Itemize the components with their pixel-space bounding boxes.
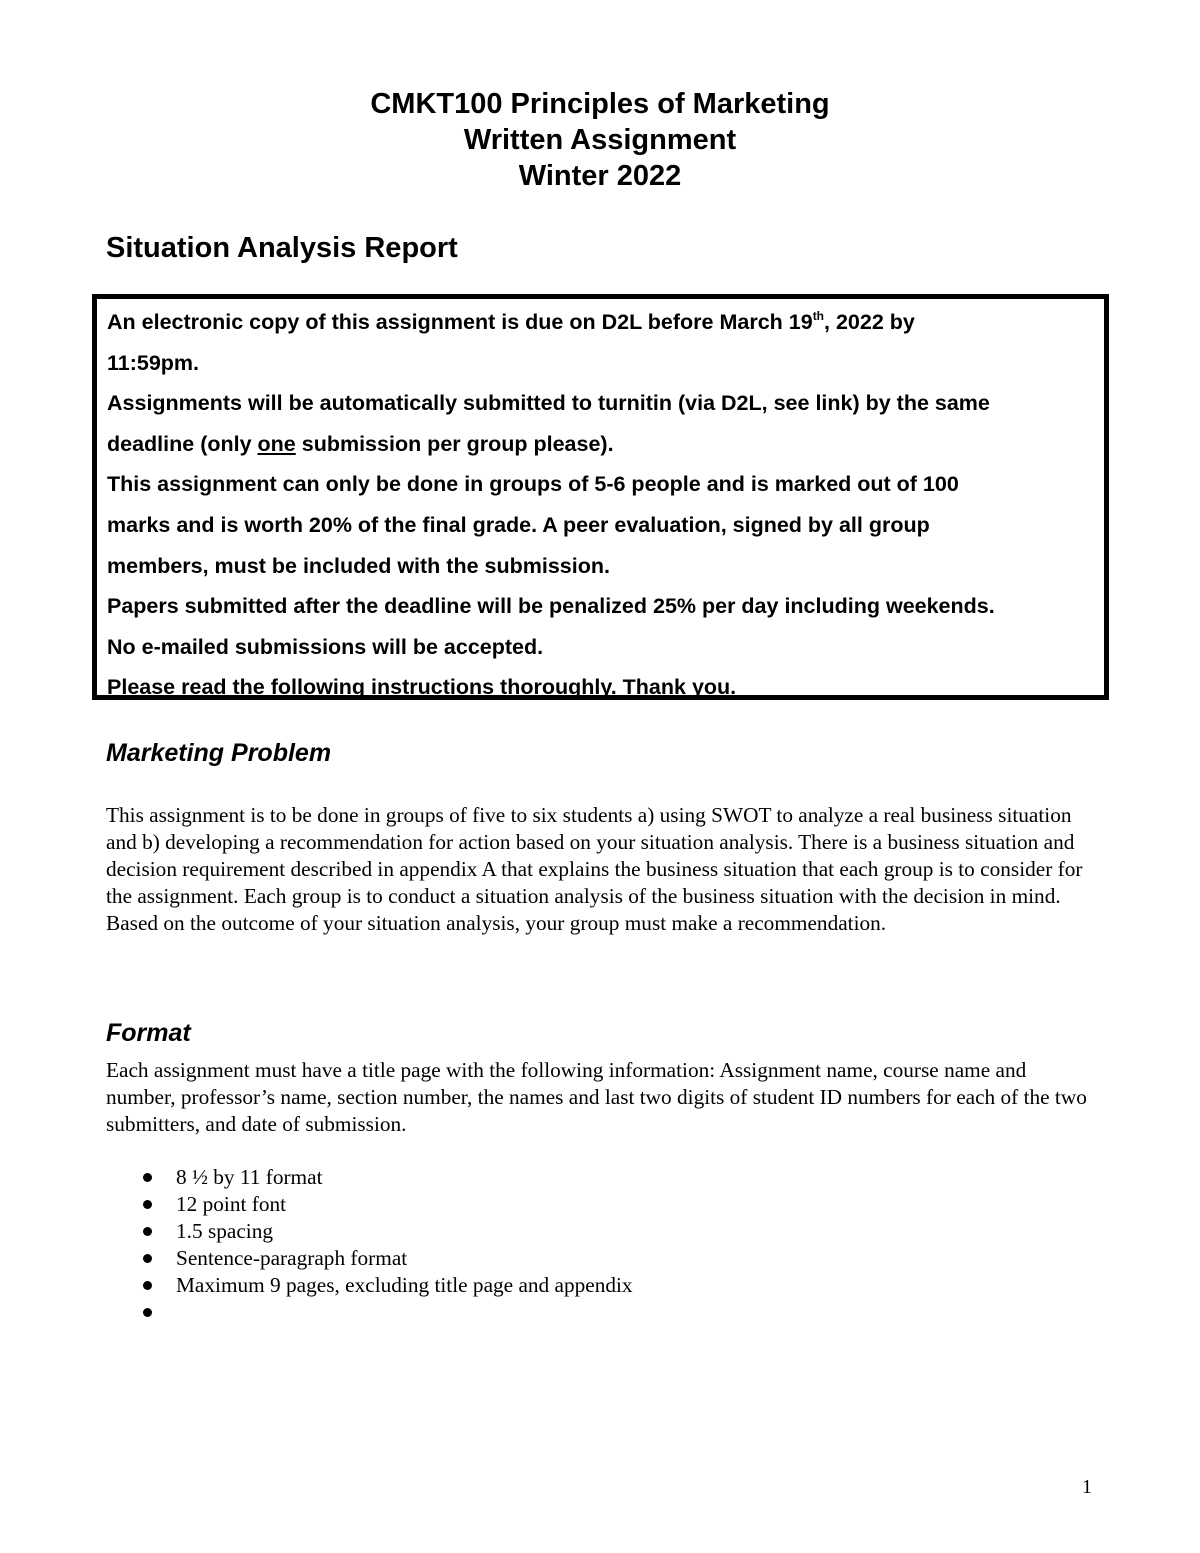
list-item bbox=[106, 1272, 633, 1299]
list-item-text: Sentence-paragraph format bbox=[176, 1246, 408, 1270]
due-time-line: 11:59pm. bbox=[107, 350, 200, 375]
due-date-line bbox=[107, 302, 1094, 343]
bullet-icon bbox=[143, 1227, 152, 1236]
list-item bbox=[106, 1164, 633, 1191]
submission-notice-box bbox=[92, 294, 1109, 700]
due-superscript: th bbox=[812, 309, 825, 323]
list-item bbox=[106, 1218, 633, 1245]
report-title: Situation Analysis Report bbox=[106, 232, 458, 264]
list-item bbox=[106, 1191, 633, 1218]
groups-line-2: marks and is worth 20% of the final grade. A peer evaluation, signed by all group bbox=[107, 512, 930, 537]
read-instructions-line: Please read the following instructions thoroughly. Thank you. bbox=[107, 675, 737, 700]
underlined-one: one bbox=[257, 431, 296, 456]
turnitin-line: Assignments will be automatically submitted to turnitin (via D2L, see link) by the same bbox=[107, 391, 990, 416]
assignment-type: Written Assignment bbox=[463, 124, 737, 156]
deadline-text: deadline (only bbox=[107, 431, 258, 456]
list-item-text: Maximum 9 pages, excluding title page and appendix bbox=[176, 1273, 633, 1297]
bullet-icon bbox=[143, 1281, 152, 1290]
bullet-icon bbox=[143, 1200, 152, 1209]
groups-line-3: members, must be included with the submission. bbox=[107, 553, 610, 578]
format-paragraph: Each assignment must have a title page with the following information: Assignment name, course name and number, professor’s name, section number, the names and last two digits of student ID numbers for each of the two submitters, and date of submission. bbox=[106, 1058, 1087, 1136]
term: Winter 2022 bbox=[518, 160, 682, 192]
bullet-icon bbox=[143, 1173, 152, 1182]
list-item bbox=[106, 1245, 633, 1272]
late-penalty-line: Papers submitted after the deadline will be penalized 25% per day including weekends. bbox=[107, 594, 995, 619]
format-heading: Format bbox=[106, 1019, 191, 1047]
list-item-text: 12 point font bbox=[176, 1192, 287, 1216]
groups-line-1: This assignment can only be done in groups of 5-6 people and is marked out of 100 bbox=[107, 472, 959, 497]
bullet-icon bbox=[143, 1254, 152, 1263]
due-text-end: , 2022 by bbox=[824, 310, 915, 334]
marketing-problem-paragraph: This assignment is to be done in groups of five to six students a) using SWOT to analyze a real business situation and b) developing a recommendation for action based on your situation analysis. There is a business situation and decision requirement described in appendix A that explains the business situation that each group is to consider for the assignment. Each group is to conduct a situation analysis of the business situation with the decision in mind. Based on the outcome of your situation analysis, your group must make a recommendation. bbox=[106, 803, 1083, 935]
course-title: CMKT100 Principles of Marketing bbox=[370, 88, 830, 120]
deadline-line bbox=[107, 424, 1094, 465]
deadline-text-end: submission per group please). bbox=[295, 431, 614, 456]
format-bullet-list bbox=[106, 1164, 633, 1326]
no-email-line: No e-mailed submissions will be accepted. bbox=[107, 634, 544, 659]
document-title-block bbox=[0, 86, 1200, 194]
list-item bbox=[106, 1299, 633, 1326]
due-text: An electronic copy of this assignment is due on D2L before March 19 bbox=[107, 310, 813, 334]
marketing-problem-heading: Marketing Problem bbox=[106, 739, 332, 767]
bullet-icon bbox=[143, 1308, 152, 1317]
list-item-text: 1.5 spacing bbox=[176, 1219, 274, 1243]
list-item-text: 8 ½ by 11 format bbox=[176, 1165, 323, 1189]
page-number: 1 bbox=[1082, 1476, 1092, 1498]
